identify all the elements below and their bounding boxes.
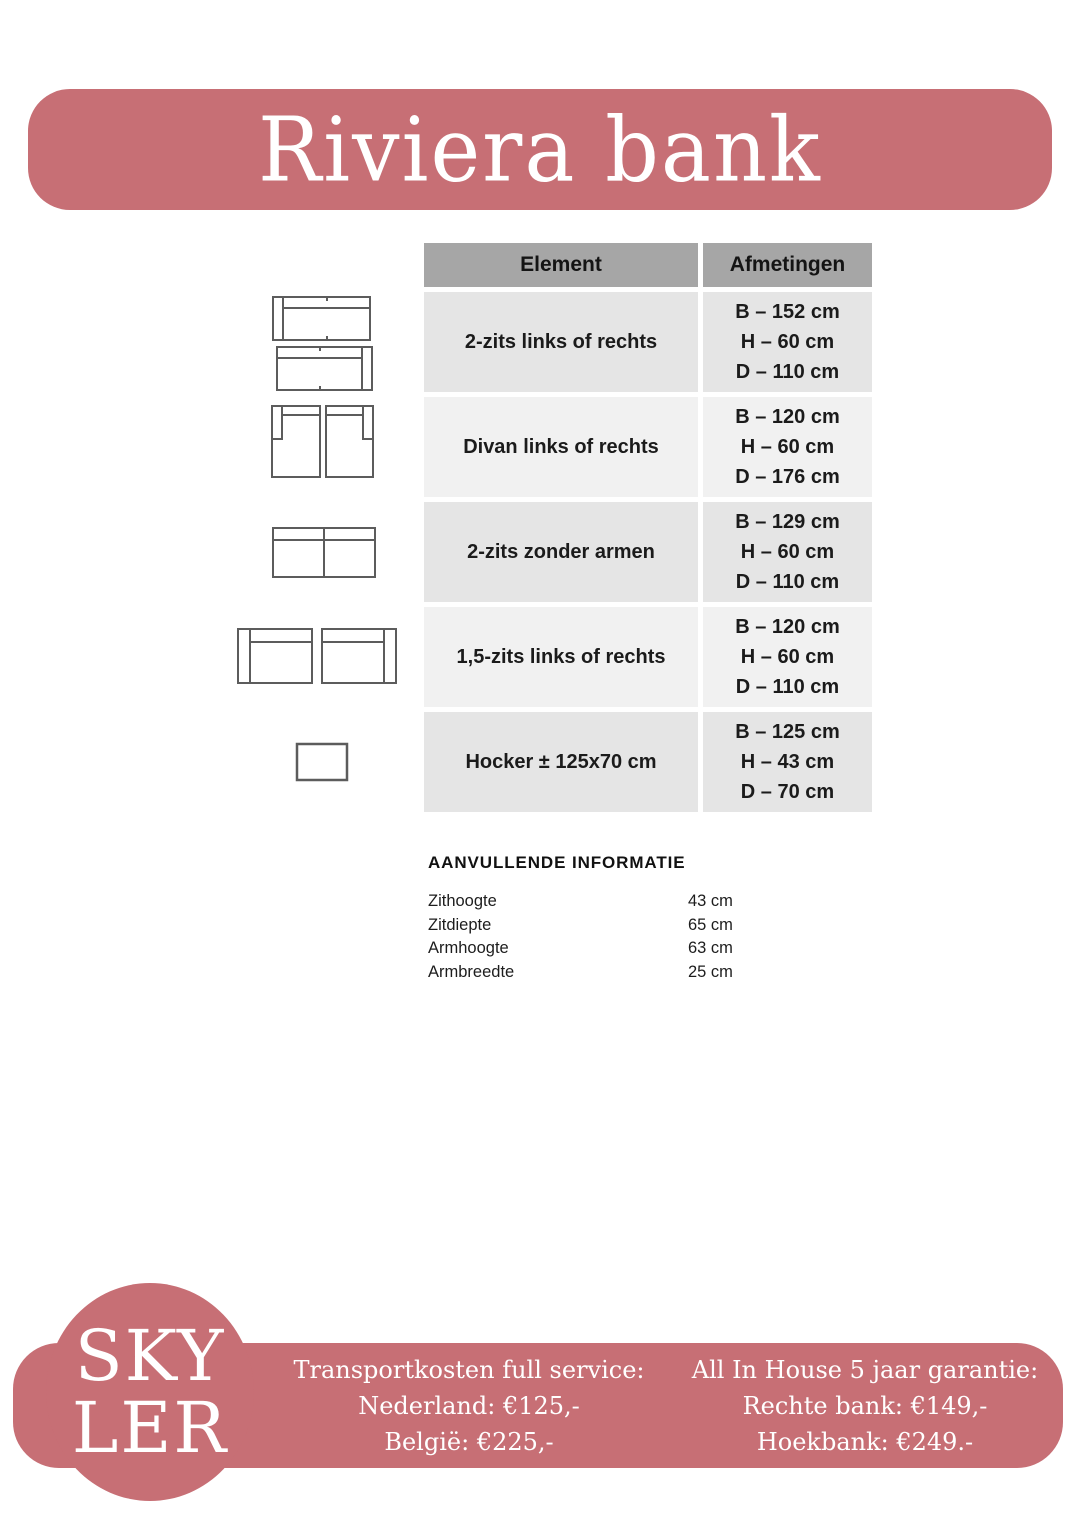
warranty-title: All In House 5 jaar garantie: xyxy=(691,1355,1039,1384)
sofa-divan-left-right-icon xyxy=(270,404,376,480)
dimension-line: H – 60 cm xyxy=(740,541,835,563)
info-row xyxy=(428,914,768,938)
info-value: 25 cm xyxy=(688,962,733,981)
info-label: Zithoogte xyxy=(428,892,497,910)
additional-info-heading: AANVULLENDE INFORMATIE xyxy=(428,853,686,872)
dimension-line: D – 70 cm xyxy=(740,781,835,803)
sofa-2zits-zonder-armen-icon xyxy=(271,526,377,579)
product-title: Riviera bank xyxy=(258,97,822,202)
info-value: 65 cm xyxy=(688,915,733,934)
transport-title: Transportkosten full service: xyxy=(293,1355,645,1384)
info-value: 63 cm xyxy=(688,939,733,957)
warranty-line: Rechte bank: €149,- xyxy=(742,1391,988,1420)
dimension-line: H – 60 cm xyxy=(740,646,835,668)
dimension-line: B – 129 cm xyxy=(735,511,840,533)
dimension-line: H – 60 cm xyxy=(740,436,835,458)
dimension-line: B – 125 cm xyxy=(735,721,840,743)
spec-table xyxy=(424,243,872,812)
element-cell: Divan links of rechts xyxy=(424,397,698,497)
logo-text-line: SKY xyxy=(74,1315,226,1397)
warranty-line: Hoekbank: €249.- xyxy=(756,1427,974,1456)
dimensions-cell xyxy=(703,292,872,392)
element-cell: 1,5-zits links of rechts xyxy=(424,607,698,707)
transport-line: Nederland: €125,- xyxy=(358,1391,580,1420)
transport-info-column xyxy=(271,1352,667,1460)
dimension-line: D – 110 cm xyxy=(735,361,840,383)
dimensions-cell xyxy=(703,397,872,497)
transport-line: België: €225,- xyxy=(384,1427,554,1456)
sofa-2zits-left-right-icon xyxy=(270,294,376,392)
dimensions-cell xyxy=(703,607,872,707)
skyler-logo xyxy=(46,1283,254,1501)
dimension-line: B – 152 cm xyxy=(735,301,840,323)
info-label: Armhoogte xyxy=(428,939,509,957)
hocker-icon xyxy=(295,742,349,782)
sofa-15zits-left-right-icon xyxy=(236,627,398,685)
element-cell: Hocker ± 125x70 cm xyxy=(424,712,698,812)
dimension-line: D – 110 cm xyxy=(735,571,840,593)
product-title-banner xyxy=(28,89,1052,210)
element-cell: 2-zits links of rechts xyxy=(424,292,698,392)
additional-info-section xyxy=(428,853,768,984)
info-row xyxy=(428,937,768,961)
dimensions-cell xyxy=(703,712,872,812)
dimension-line: B – 120 cm xyxy=(735,406,840,428)
info-value: 43 cm xyxy=(688,892,733,910)
dimension-line: H – 60 cm xyxy=(740,331,835,353)
dimension-line: H – 43 cm xyxy=(740,751,835,773)
logo-text-line: LER xyxy=(71,1387,229,1469)
info-label: Zitdiepte xyxy=(428,915,492,934)
dimension-line: D – 110 cm xyxy=(735,676,840,698)
info-row xyxy=(428,961,768,985)
info-label: Armbreedte xyxy=(428,962,515,981)
info-row xyxy=(428,890,768,914)
column-header-afmetingen: Afmetingen xyxy=(703,243,872,287)
column-header-element: Element xyxy=(424,243,698,287)
dimension-line: D – 176 cm xyxy=(735,466,840,488)
warranty-info-column xyxy=(667,1352,1063,1460)
dimensions-cell xyxy=(703,502,872,602)
dimension-line: B – 120 cm xyxy=(735,616,840,638)
element-cell: 2-zits zonder armen xyxy=(424,502,698,602)
